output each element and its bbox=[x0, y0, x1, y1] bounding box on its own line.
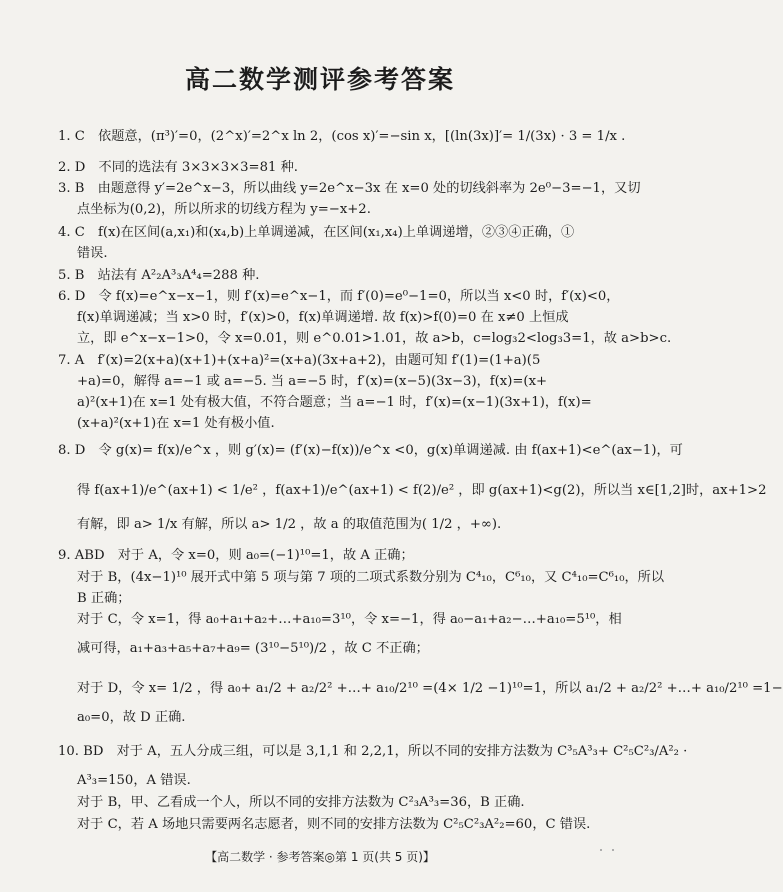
answer-line-9g: a₀=0，故 D 正确. bbox=[77, 710, 186, 725]
answer-line-9a: 9. ABD 对于 A，令 x=0，则 a₀=(−1)¹⁰=1，故 A 正确； bbox=[58, 548, 414, 563]
answer-line-10b: A³₃=150，A 错误. bbox=[77, 773, 191, 788]
scan-speck bbox=[612, 849, 614, 851]
scan-speck bbox=[600, 849, 602, 851]
answer-line-6a: 6. D 令 f(x)=e^x−x−1，则 f′(x)=e^x−1，而 f′(0)=e⁰−1=0，所以当 x<0 时，f′(x)<0， bbox=[58, 289, 620, 304]
answer-line-8b: 得 f(ax+1)/e^(ax+1) < 1/e² ，f(ax+1)/e^(ax+1) < f(2)/e² ，即 g(ax+1)<g(2)，所以当 x∈[1,2]时，ax+1>2 bbox=[77, 483, 767, 498]
answer-line-9d: 对于 C，令 x=1，得 a₀+a₁+a₂+…+a₁₀=3¹⁰，令 x=−1，得 a₀−a₁+a₂−…+a₁₀=5¹⁰，相 bbox=[77, 612, 622, 627]
answer-line-7b: +a)=0，解得 a=−1 或 a=−5. 当 a=−5 时，f′(x)=(x−5)(3x−3)，f(x)=(x+ bbox=[77, 374, 548, 389]
answer-line-4b: 错误. bbox=[77, 246, 108, 261]
answer-line-7d: (x+a)²(x+1)在 x=1 处有极小值. bbox=[77, 416, 275, 431]
answer-line-4a: 4. C f(x)在区间(a,x₁)和(x₄,b)上单调递减，在区间(x₁,x₄)上单调递增，②③④正确，① bbox=[58, 225, 575, 240]
answer-line-9c: B 正确； bbox=[77, 591, 131, 606]
answer-line-9e: 减可得，a₁+a₃+a₅+a₇+a₉= (3¹⁰−5¹⁰)/2 ，故 C 不正确； bbox=[77, 641, 429, 656]
page-title: 高二数学测评参考答案 bbox=[184, 65, 455, 94]
answer-line-6b: f(x)单调递减；当 x>0 时，f′(x)>0，f(x)单调递增. 故 f(x)>f(0)=0 在 x≠0 上恒成 bbox=[77, 310, 569, 325]
answer-line-3b: 点坐标为(0,2)，所以所求的切线方程为 y=−x+2. bbox=[77, 202, 371, 217]
answer-line-9b: 对于 B，(4x−1)¹⁰ 展开式中第 5 项与第 7 项的二项式系数分别为 C⁴₁₀，C⁶₁₀，又 C⁴₁₀=C⁶₁₀，所以 bbox=[77, 570, 665, 585]
page-footer: 【高二数学 · 参考答案◎第 1 页(共 5 页)】 bbox=[205, 850, 435, 864]
answer-line-3a: 3. B 由题意得 y′=2e^x−3，所以曲线 y=2e^x−3x 在 x=0 处的切线斜率为 2e⁰−3=−1，又切 bbox=[58, 181, 641, 196]
answer-line-7a: 7. A f′(x)=2(x+a)(x+1)+(x+a)²=(x+a)(3x+a+2)，由题可知 f′(1)=(1+a)(5 bbox=[58, 353, 541, 368]
answer-line-10d: 对于 C，若 A 场地只需要两名志愿者，则不同的安排方法数为 C²₅C²₃A²₂=60，C 错误. bbox=[77, 817, 591, 832]
answer-line-10c: 对于 B，甲、乙看成一个人，所以不同的安排方法数为 C²₃A³₃=36，B 正确. bbox=[77, 795, 525, 810]
answer-line-1: 1. C 依题意，(π³)′=0，(2^x)′=2^x ln 2，(cos x)′=−sin x，[(ln(3x)]′= 1/(3x) · 3 = 1/x . bbox=[58, 129, 626, 144]
answer-line-6c: 立，即 e^x−x−1>0，令 x=0.01，则 e^0.01>1.01，故 a>b，c=log₃2<log₃3=1，故 a>b>c. bbox=[77, 331, 672, 346]
answer-line-5: 5. B 站法有 A²₂A³₃A⁴₄=288 种. bbox=[58, 268, 260, 283]
answer-line-9f: 对于 D，令 x= 1/2 ，得 a₀+ a₁/2 + a₂/2² +…+ a₁₀/2¹⁰ =(4× 1/2 −1)¹⁰=1，所以 a₁/2 + a₂/2² +…+ a₁₀/2¹⁰ =1− bbox=[77, 681, 783, 696]
answer-line-2: 2. D 不同的选法有 3×3×3×3=81 种. bbox=[58, 160, 298, 175]
answer-line-10a: 10. BD 对于 A，五人分成三组，可以是 3,1,1 和 2,2,1，所以不同的安排方法数为 C³₅A³₃+ C²₅C²₃/A²₂ · bbox=[58, 744, 688, 759]
answer-line-8c: 有解，即 a> 1/x 有解，所以 a> 1/2 ，故 a 的取值范围为( 1/2 ，+∞). bbox=[77, 517, 502, 532]
answer-line-8a: 8. D 令 g(x)= f(x)/e^x ，则 g′(x)= (f′(x)−f(x))/e^x <0，g(x)单调递减. 由 f(ax+1)<e^(ax−1)，可 bbox=[58, 443, 683, 458]
answer-line-7c: a)²(x+1)在 x=1 处有极大值，不符合题意；当 a=−1 时，f′(x)=(x−1)(3x+1)，f(x)= bbox=[77, 395, 592, 410]
